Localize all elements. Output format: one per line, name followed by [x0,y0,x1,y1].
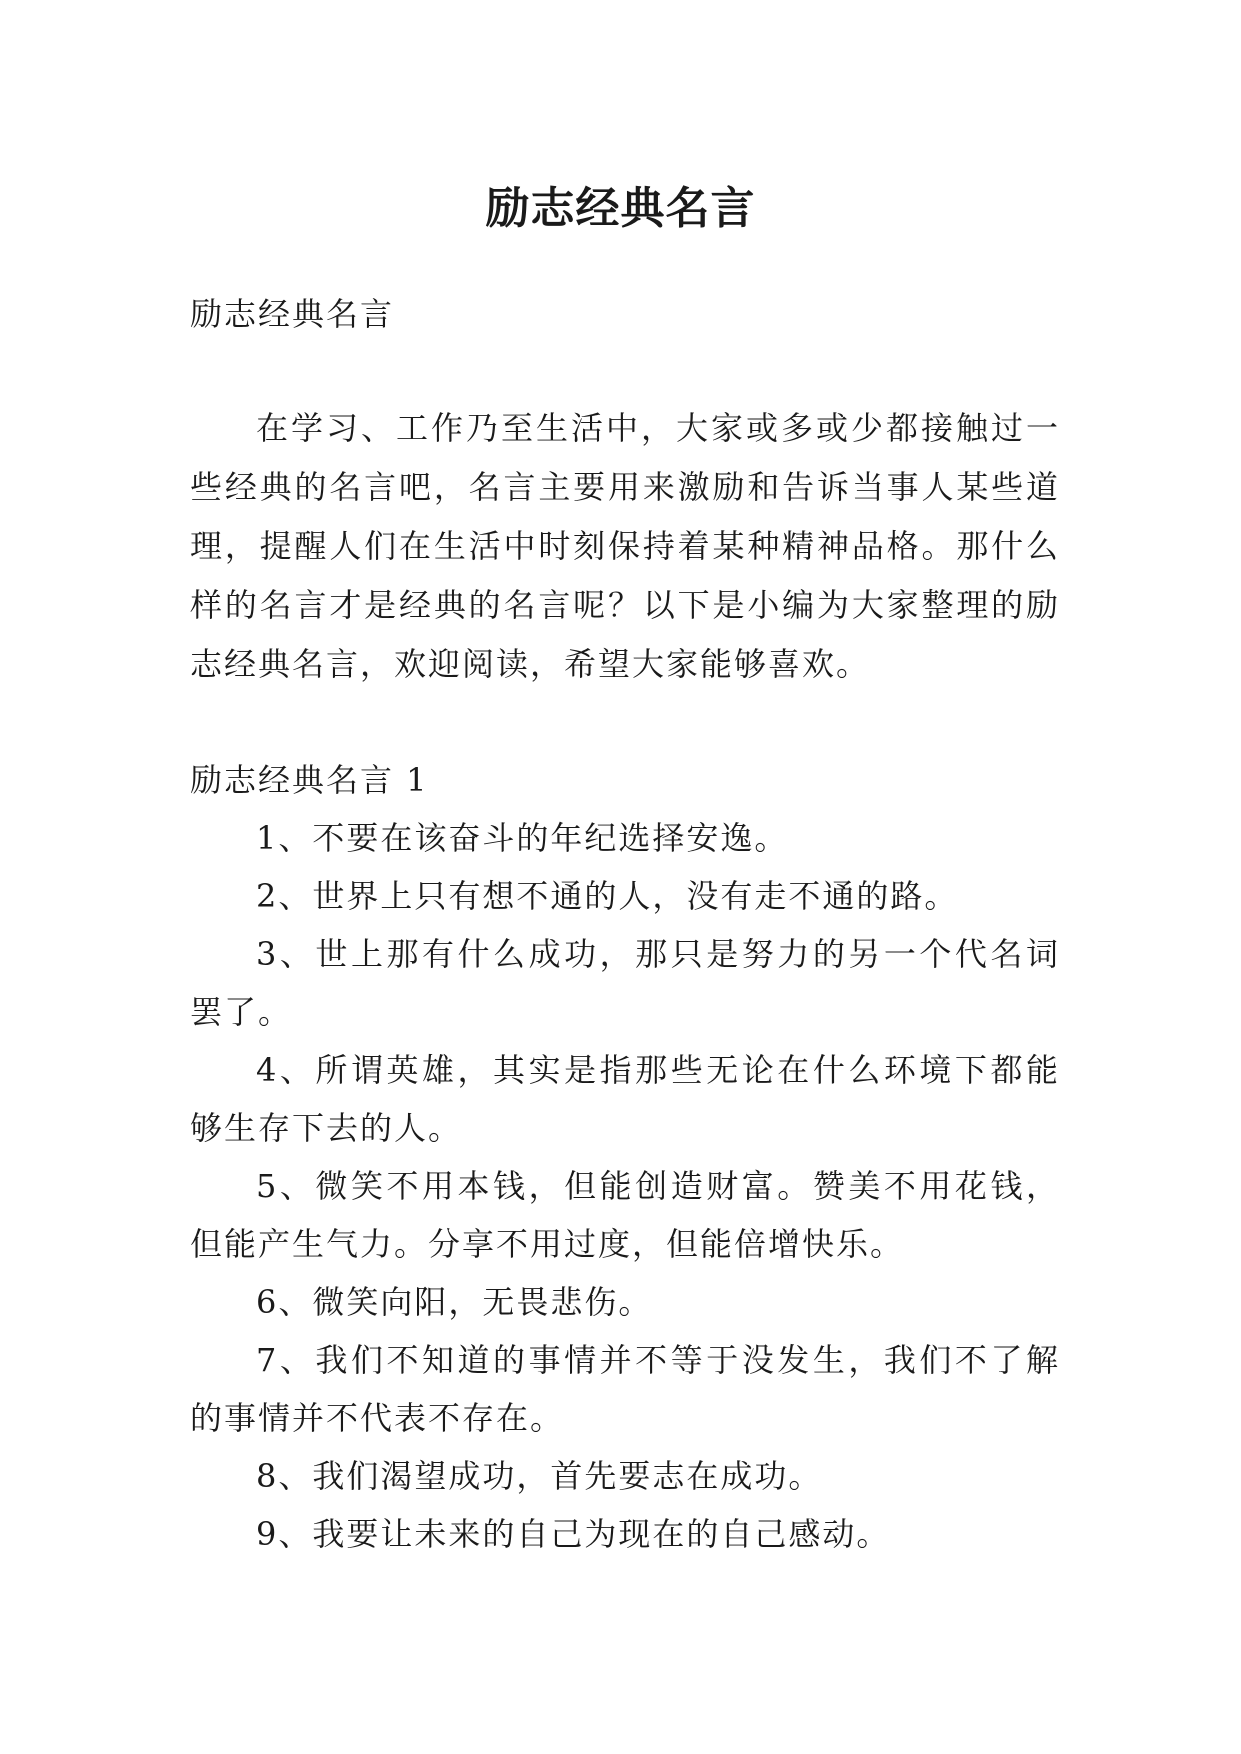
quote-item: 1、不要在该奋斗的年纪选择安逸。 [256,819,789,857]
quote-list [190,809,1060,1563]
section-heading: 励志经典名言 1 [190,761,429,799]
quote-item: 4、所谓英雄，其实是指那些无论在什么环境下都能够生存下去的人。 [190,1051,1060,1147]
quote-item: 8、我们渴望成功，首先要志在成功。 [256,1457,823,1495]
quote-item: 7、我们不知道的事情并不等于没发生，我们不了解的事情并不代表不存在。 [190,1341,1060,1437]
quote-item: 2、世界上只有想不通的人，没有走不通的路。 [256,877,959,915]
intro-paragraph: 在学习、工作乃至生活中，大家或多或少都接触过一些经典的名言吧，名言主要用来激励和告诉当事人某些道理，提醒人们在生活中时刻保持着某种精神品格。那什么样的名言才是经典的名言呢？以下是小编为大家整理的励志经典名言，欢迎阅读，希望大家能够喜欢。 [190,409,1060,683]
document-title: 励志经典名言 [485,183,756,235]
quote-item: 6、微笑向阳，无畏悲伤。 [256,1283,653,1321]
quote-item: 9、我要让未来的自己为现在的自己感动。 [256,1515,891,1553]
document-subtitle: 励志经典名言 [190,295,395,333]
quote-item: 3、世上那有什么成功，那只是努力的另一个代名词罢了。 [190,935,1060,1031]
quote-item: 5、微笑不用本钱，但能创造财富。赞美不用花钱，但能产生气力。分享不用过度，但能倍增快乐。 [190,1167,1060,1263]
document-body [190,285,1060,1563]
